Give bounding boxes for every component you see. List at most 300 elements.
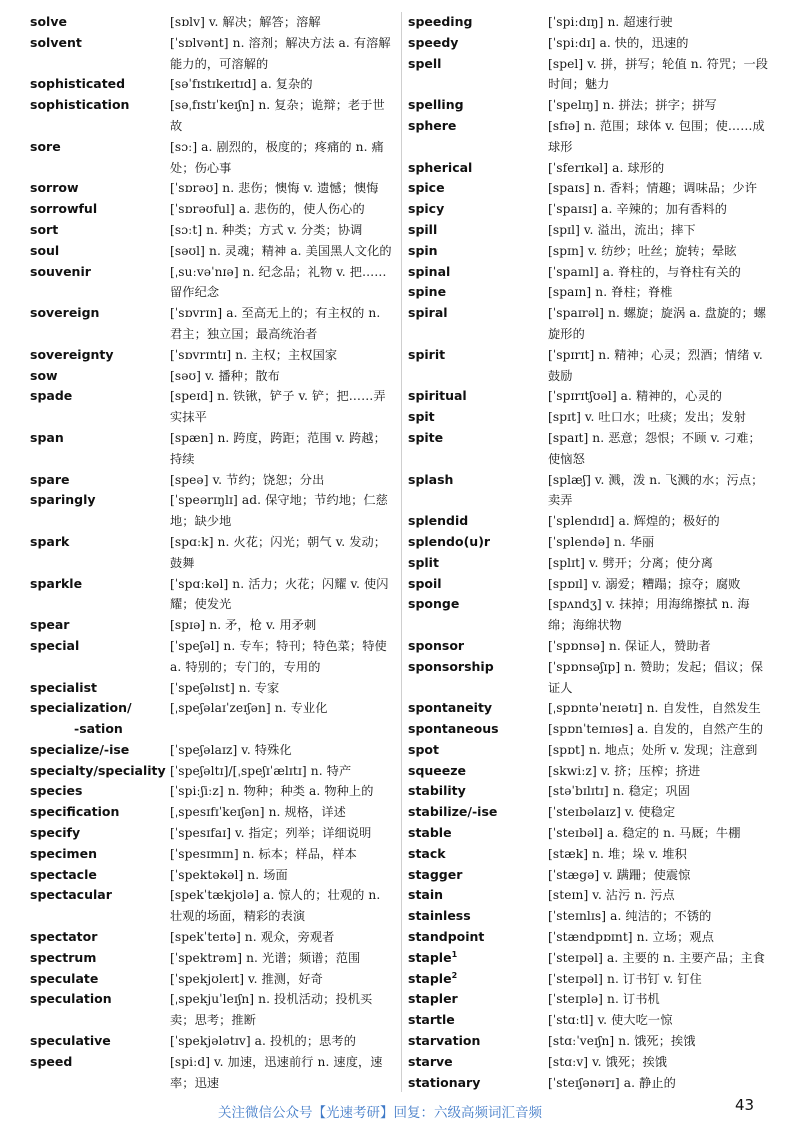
entry-headword: [30, 802, 170, 823]
entry-definition: [sɒlv] v. 解决；解答；溶解: [170, 15, 321, 29]
dictionary-entry: [408, 574, 772, 595]
entry-definition: [ˈsɒrəʊful] a. 悲伤的，使人伤心的: [170, 202, 365, 217]
entry-headword: [408, 719, 548, 740]
entry-headword: [30, 199, 170, 220]
entry-headword: [408, 54, 548, 75]
entry-headword: [30, 532, 170, 553]
entry-definition: [speə] v. 节约；饶恕；分出: [170, 472, 325, 487]
headword-text: spill: [408, 221, 438, 237]
headword-text: stable: [408, 825, 452, 841]
entry-definition: [spaɪs] n. 香料；情趣；调味品；少许: [548, 181, 758, 196]
entry-definition: [səˌfɪstɪˈkeɪʃn] n. 复杂；诡辩；老于世故: [170, 98, 385, 133]
headword-text: souvenir: [30, 263, 91, 279]
entry-headword: [408, 1010, 548, 1031]
entry-definition: [ˈsteɪbəlaɪz] v. 使稳定: [548, 805, 676, 820]
headword-text: spark: [30, 533, 70, 549]
dictionary-entry: [30, 948, 396, 969]
headword-text: spinal: [408, 263, 451, 279]
entry-headword: [408, 823, 548, 844]
headword-text: specification: [30, 804, 120, 820]
entry-headword: [408, 844, 548, 865]
dictionary-entry: [30, 366, 396, 387]
headword-text: stapler: [408, 991, 458, 1007]
headword-text: spite: [408, 429, 444, 445]
dictionary-entry: [408, 1073, 772, 1094]
dictionary-entry: [408, 1031, 772, 1052]
left-column: [30, 12, 396, 1093]
entry-headword: [30, 220, 170, 241]
entry-headword: [408, 657, 548, 678]
entry-headword: [408, 345, 548, 366]
entry-headword: [408, 969, 548, 990]
dictionary-entry: [30, 574, 396, 616]
headword-text: spontaneous: [408, 721, 499, 737]
entry-definition: [ˈspelɪŋ] n. 拼法；拼字；拼写: [548, 98, 717, 113]
dictionary-entry: [30, 844, 396, 865]
dictionary-entry: [408, 844, 772, 865]
entry-headword: [408, 262, 548, 283]
dictionary-entry: [408, 948, 772, 969]
entry-headword: [30, 781, 170, 802]
entry-headword: [408, 95, 548, 116]
entry-headword: [408, 1031, 548, 1052]
headword-text: spelling: [408, 97, 464, 113]
headword-text: spectacle: [30, 866, 97, 882]
dictionary-entry: [408, 636, 772, 657]
entry-headword: [30, 241, 170, 262]
entry-definition: [spaɪt] n. 恶意；怨恨；不顾 v. 刁难；使恼怒: [548, 430, 761, 466]
headword-text: spiritual: [408, 388, 467, 404]
dictionary-entry: [30, 823, 396, 844]
dictionary-entry: [30, 262, 396, 304]
dictionary-entry: [408, 969, 772, 990]
dictionary-entry: [408, 511, 772, 532]
headword-text: speed: [30, 1053, 73, 1069]
entry-headword: [408, 158, 548, 179]
entry-definition: [spɪn] v. 纺纱；吐丝；旋转；晕眩: [548, 243, 737, 258]
headword-text: sort: [30, 221, 59, 237]
entry-headword: [408, 407, 548, 428]
headword-text: specialist: [30, 679, 97, 695]
headword-text: splendid: [408, 513, 469, 529]
entry-headword: [30, 823, 170, 844]
headword-text: stability: [408, 783, 466, 799]
headword-text: stain: [408, 887, 444, 903]
entry-definition: [ˈspeʃəl] n. 专车；特刊；特色菜；特使 a. 特别的；专门的，专用的: [170, 638, 387, 674]
entry-definition: [spɒnˈteɪnɪəs] a. 自发的，自然产生的: [548, 722, 764, 737]
entry-definition: [ˈspiːdɪ] a. 快的，迅速的: [548, 35, 689, 50]
headword-text: spit: [408, 409, 435, 425]
entry-headword: [408, 303, 548, 324]
dictionary-entry: [30, 199, 396, 220]
entry-definition: [spɪə] n. 矛，枪 v. 用矛刺: [170, 618, 317, 633]
entry-headword: [408, 220, 548, 241]
headword-text: stack: [408, 845, 446, 861]
headword-text: speculate: [30, 970, 99, 986]
headword-text: special: [30, 637, 80, 653]
dictionary-entry: [408, 927, 772, 948]
entry-definition: [spɪl] v. 溢出，流出；摔下: [548, 222, 696, 237]
entry-headword: [30, 636, 170, 657]
headword-text: sophistication: [30, 97, 130, 113]
headword-text: specialty/speciality: [30, 762, 166, 778]
entry-definition: [ˈsteɪpəl] a. 主要的 n. 主要产品；主食: [548, 950, 766, 965]
headword-text: staple: [408, 970, 452, 986]
dictionary-entry: [408, 1052, 772, 1073]
headword-text: sovereignty: [30, 346, 114, 362]
entry-headword: [408, 740, 548, 761]
headword-text: spectator: [30, 929, 98, 945]
dictionary-entry: [408, 865, 772, 886]
dictionary-page: [30, 12, 772, 1094]
dictionary-entry: [408, 781, 772, 802]
entry-headword: [30, 678, 170, 699]
entry-headword: [408, 199, 548, 220]
entry-definition: [ˈsɒvrɪn] a. 至高无上的；有主权的 n. 君主；独立国；最高统治者: [170, 306, 381, 341]
footer-note: 关注微信公众号【光速考研】回复：六级高频词汇音频: [218, 1105, 542, 1121]
entry-definition: [ˈspesɪfaɪ] v. 指定；列举；详细说明: [170, 826, 372, 841]
dictionary-entry: [408, 282, 772, 303]
headword-text: spade: [30, 388, 73, 404]
headword-text: sphere: [408, 117, 457, 133]
headword-text: spectacular: [30, 887, 112, 903]
dictionary-entry: [30, 490, 396, 532]
entry-definition: [ˈsteɪpəl] n. 订书钉 v. 钉住: [548, 971, 702, 986]
entry-headword: [408, 885, 548, 906]
entry-definition: [sɔː] a. 剧烈的，极度的；疼痛的 n. 痛处；伤心事: [170, 139, 384, 175]
entry-definition: [ˈsteɪbəl] a. 稳定的 n. 马厩；牛棚: [548, 826, 741, 841]
entry-definition: [ˈsplendɪd] a. 辉煌的；极好的: [548, 514, 720, 529]
dictionary-entry: [408, 719, 772, 740]
entry-headword: [408, 906, 548, 927]
entry-definition: [splɪt] v. 劈开；分离；使分离: [548, 555, 714, 570]
dictionary-entry: [408, 54, 772, 96]
dictionary-entry: [408, 761, 772, 782]
entry-definition: [ˈsferɪkəl] a. 球形的: [548, 160, 665, 175]
entry-definition: [ˈspɪrɪtʃʊəl] a. 精神的，心灵的: [548, 389, 723, 404]
headword-text: sore: [30, 138, 61, 154]
dictionary-entry: [30, 345, 396, 366]
entry-definition: [spiːd] v. 加速，迅速前行 n. 速度，速率；迅速: [170, 1054, 383, 1090]
entry-definition: [spel] v. 拼，拼写；轮值 n. 符咒；一段时间；魅力: [548, 56, 769, 92]
entry-headword: [408, 470, 548, 491]
entry-headword: [30, 490, 170, 511]
dictionary-entry: [408, 1010, 772, 1031]
headword-text: specimen: [30, 845, 97, 861]
headword-text: starvation: [408, 1033, 481, 1049]
entry-headword: [408, 594, 548, 615]
entry-definition: [ˌsuːvəˈnɪə] n. 纪念品；礼物 v. 把……留作纪念: [170, 264, 387, 300]
headword-text: soul: [30, 242, 60, 258]
headword-text: spontaneity: [408, 700, 493, 716]
entry-definition: [ˈsɒlvənt] n. 溶剂；解决方法 a. 有溶解能力的，可溶解的: [170, 35, 391, 71]
entry-headword: [408, 532, 548, 553]
entry-headword: [30, 74, 170, 95]
dictionary-entry: [30, 428, 396, 470]
dictionary-entry: [408, 906, 772, 927]
entry-headword: [30, 927, 170, 948]
dictionary-entry: [408, 407, 772, 428]
entry-definition: [spɒt] n. 地点；处所 v. 发现；注意到: [548, 742, 758, 757]
headword-text: spot: [408, 741, 439, 757]
entry-headword: [30, 615, 170, 636]
entry-definition: [ˈsplendə] n. 华丽: [548, 534, 655, 549]
entry-definition: [ˈsteɪnlɪs] a. 纯洁的；不锈的: [548, 909, 712, 924]
entry-definition: [ˈspiːdɪŋ] n. 超速行驶: [548, 15, 673, 29]
entry-headword: [408, 865, 548, 886]
headword-text: split: [408, 554, 439, 570]
dictionary-entry: [30, 386, 396, 428]
entry-headword: [408, 802, 548, 823]
entry-headword: [408, 241, 548, 262]
entry-headword: [408, 1073, 548, 1094]
dictionary-entry: [30, 802, 396, 823]
headword-text: sorrow: [30, 180, 79, 196]
entry-definition: [spɒɪl] v. 溺爱；糟蹋；掠夺；腐败: [548, 576, 741, 591]
homograph-number: 1: [451, 949, 458, 959]
entry-definition: [ˈstændpɒɪnt] n. 立场；观点: [548, 930, 714, 945]
headword-text: starve: [408, 1053, 453, 1069]
dictionary-entry: [408, 199, 772, 220]
dictionary-entry: [30, 781, 396, 802]
entry-definition: [spekˈteɪtə] n. 观众，旁观者: [170, 930, 335, 945]
entry-definition: [sɔːt] n. 种类；方式 v. 分类；协调: [170, 222, 363, 237]
headword-text: species: [30, 783, 83, 799]
headword-text: speeding: [408, 14, 473, 29]
headword-text: spicy: [408, 201, 445, 217]
dictionary-entry: [408, 241, 772, 262]
entry-definition: [səʊ] v. 播种；散布: [170, 368, 280, 383]
entry-definition: [ˈspekjʊleɪt] v. 推测，好奇: [170, 971, 323, 986]
dictionary-entry: [30, 698, 396, 740]
headword-text: spin: [408, 242, 438, 258]
dictionary-entry: [408, 802, 772, 823]
dictionary-entry: [30, 678, 396, 699]
dictionary-entry: [408, 116, 772, 158]
entry-headword: [408, 636, 548, 657]
dictionary-entry: [408, 386, 772, 407]
dictionary-entry: [408, 740, 772, 761]
entry-headword: [408, 781, 548, 802]
entry-headword: [30, 885, 170, 906]
entry-headword: [30, 969, 170, 990]
dictionary-entry: [30, 137, 396, 179]
headword-text: speedy: [408, 34, 459, 50]
entry-headword: [30, 303, 170, 324]
entry-headword: [408, 927, 548, 948]
dictionary-entry: [408, 178, 772, 199]
dictionary-entry: [30, 615, 396, 636]
entry-definition: [ˈspiːʃiːz] n. 物种；种类 a. 物种上的: [170, 784, 374, 799]
headword-text: sow: [30, 367, 58, 383]
headword-text: spine: [408, 284, 447, 300]
entry-definition: [speɪd] n. 铁锹，铲子 v. 铲；把……弄实抹平: [170, 389, 386, 425]
entry-definition: [splæʃ] v. 溅，泼 n. 飞溅的水；污点；卖弄: [548, 472, 764, 508]
entry-headword: [30, 948, 170, 969]
entry-headword: [30, 33, 170, 54]
dictionary-entry: [408, 885, 772, 906]
headword-text: stabilize/-ise: [408, 804, 498, 820]
entry-headword: [408, 1052, 548, 1073]
homograph-number: 2: [451, 970, 458, 980]
entry-definition: [ˈspɪrɪt] n. 精神；心灵；烈酒；情绪 v. 鼓励: [548, 347, 763, 383]
dictionary-entry: [30, 636, 396, 678]
entry-headword: [30, 345, 170, 366]
entry-headword: [30, 844, 170, 865]
dictionary-entry: [408, 470, 772, 512]
entry-headword: [408, 511, 548, 532]
entry-definition: [ˈspɑːkəl] n. 活力；火花；闪耀 v. 使闪耀；使发光: [170, 576, 389, 612]
entry-definition: [ˈstægə] v. 蹒跚；使震惊: [548, 867, 691, 882]
column-divider: [401, 12, 402, 1092]
entry-headword: [30, 865, 170, 886]
dictionary-entry: [408, 532, 772, 553]
dictionary-entry: [30, 12, 396, 33]
dictionary-entry: [30, 885, 396, 927]
headword-text: spherical: [408, 159, 473, 175]
entry-definition: [ˈspaɪrəl] n. 螺旋；旋涡 a. 盘旋的；螺旋形的: [548, 306, 767, 341]
headword-text: speculation: [30, 991, 112, 1007]
entry-headword: [408, 698, 548, 719]
dictionary-entry: [408, 657, 772, 699]
headword-text: specialization/: [30, 700, 132, 716]
dictionary-entry: [408, 698, 772, 719]
headword-text: sponsor: [408, 637, 465, 653]
dictionary-entry: [408, 428, 772, 470]
dictionary-entry: [30, 969, 396, 990]
headword-text: spare: [30, 471, 70, 487]
entry-definition: [spɪt] v. 吐口水；吐痰；发出；发射: [548, 410, 746, 425]
entry-headword: [30, 178, 170, 199]
dictionary-entry: [30, 220, 396, 241]
entry-definition: [skwiːz] v. 挤；压榨；挤进: [548, 763, 701, 778]
entry-headword: [30, 95, 170, 116]
entry-definition: [ˈspɒnsəʃɪp] n. 赞助；发起；倡议；保证人: [548, 659, 763, 695]
dictionary-entry: [408, 553, 772, 574]
entry-definition: [ˈspesɪmɪn] n. 标本；样品，样本: [170, 846, 357, 861]
entry-definition: [stɑːˈveɪʃn] n. 饿死；挨饿: [548, 1034, 696, 1049]
entry-headword: [408, 178, 548, 199]
entry-definition: [ˈspaɪsɪ] a. 辛辣的；加有香料的: [548, 202, 728, 217]
headword-text: sponsorship: [408, 658, 494, 674]
entry-definition: [spekˈtækjʊlə] a. 惊人的；壮观的 n. 壮观的场面，精彩的表演: [170, 888, 381, 924]
headword-text: spectrum: [30, 949, 97, 965]
dictionary-entry: [30, 761, 396, 782]
dictionary-entry: [30, 989, 396, 1031]
entry-headword: [408, 761, 548, 782]
dictionary-entry: [408, 33, 772, 54]
entry-definition: [ˈspekjələtɪv] a. 投机的；思考的: [170, 1034, 356, 1049]
headword-text: stationary: [408, 1074, 481, 1090]
entry-headword: [30, 698, 170, 740]
dictionary-entry: [408, 220, 772, 241]
dictionary-entry: [30, 1031, 396, 1052]
entry-definition: [ˈspeʃəltɪ]/[ˌspeʃɪˈælɪtɪ] n. 特产: [170, 763, 352, 778]
entry-definition: [ˌspesɪfɪˈkeɪʃən] n. 规格，详述: [170, 805, 346, 820]
entry-definition: [ˈsɒvrɪntɪ] n. 主权；主权国家: [170, 347, 338, 362]
entry-headword: [408, 428, 548, 449]
entry-headword: [408, 282, 548, 303]
headword-text: spirit: [408, 346, 446, 362]
headword-text: sorrowful: [30, 201, 98, 217]
headword-text: sparingly: [30, 492, 96, 508]
dictionary-entry: [30, 470, 396, 491]
headword-text: splendo(u)r: [408, 533, 491, 549]
headword-text: spear: [30, 617, 70, 633]
headword-text: specify: [30, 825, 81, 841]
entry-definition: [spaɪn] n. 脊柱；脊椎: [548, 285, 673, 300]
entry-definition: [stæk] n. 堆；垛 v. 堆积: [548, 846, 687, 861]
dictionary-entry: [408, 158, 772, 179]
entry-definition: [ˈsteɪʃənərɪ] a. 静止的: [548, 1075, 676, 1090]
entry-definition: [ˈspaɪnl] a. 脊柱的，与脊柱有关的: [548, 264, 741, 279]
dictionary-entry: [30, 33, 396, 75]
entry-definition: [səˈfɪstɪkeɪtɪd] a. 复杂的: [170, 77, 313, 92]
entry-definition: [ˈstɑːtl] v. 使大吃一惊: [548, 1013, 673, 1028]
entry-definition: [ˈspeʃəlaɪz] v. 特殊化: [170, 742, 292, 757]
entry-headword: [408, 12, 548, 33]
dictionary-entry: [30, 865, 396, 886]
entry-headword: [30, 1052, 170, 1073]
entry-headword: [30, 989, 170, 1010]
headword-text: sparkle: [30, 575, 83, 591]
dictionary-entry: [30, 178, 396, 199]
headword-text: spice: [408, 180, 445, 196]
dictionary-entry: [408, 594, 772, 636]
entry-definition: [stəˈbɪlɪtɪ] n. 稳定；巩固: [548, 784, 691, 799]
dictionary-entry: [408, 95, 772, 116]
entry-headword: [30, 740, 170, 761]
entry-definition: [ˈspektrəm] n. 光谱；频谱；范围: [170, 950, 361, 965]
headword-text: span: [30, 429, 64, 445]
dictionary-entry: [408, 262, 772, 283]
headword-text: staple: [408, 949, 452, 965]
entry-definition: [ˌspɒntəˈneɪətɪ] n. 自发性，自然发生: [548, 701, 761, 716]
headword-text: spiral: [408, 305, 448, 321]
dictionary-entry: [30, 1052, 396, 1094]
entry-definition: [steɪn] v. 沾污 n. 污点: [548, 888, 675, 903]
entry-definition: [ˈspektəkəl] n. 场面: [170, 867, 288, 882]
entry-definition: [ˈspɒnsə] n. 保证人，赞助者: [548, 638, 711, 653]
entry-headword: [408, 553, 548, 574]
dictionary-entry: [408, 345, 772, 387]
entry-definition: [ˌspeʃəlaɪˈzeɪʃən] n. 专业化: [170, 701, 328, 716]
headword-text: sponge: [408, 596, 460, 612]
page-number: 43: [735, 1096, 755, 1114]
entry-definition: [ˈspeʃəlɪst] n. 专家: [170, 680, 280, 695]
entry-headword: [30, 366, 170, 387]
entry-headword: [30, 470, 170, 491]
entry-definition: [spɑːk] n. 火花；闪光；朝气 v. 发动；鼓舞: [170, 534, 387, 570]
headword-text: spoil: [408, 575, 442, 591]
dictionary-entry: [408, 823, 772, 844]
dictionary-entry: [30, 927, 396, 948]
dictionary-entry: [408, 989, 772, 1010]
right-column: [408, 12, 772, 1093]
entry-definition: [spæn] n. 跨度，跨距；范围 v. 跨越；持续: [170, 430, 386, 466]
entry-headword: [30, 574, 170, 595]
dictionary-entry: [30, 241, 396, 262]
headword-text: sophisticated: [30, 76, 126, 92]
entry-headword: [30, 262, 170, 283]
entry-headword: [408, 116, 548, 137]
dictionary-entry: [30, 303, 396, 345]
entry-definition: [sfɪə] n. 范围；球体 v. 包围；使……成球形: [548, 118, 765, 154]
entry-headword: [30, 428, 170, 449]
entry-headword: [408, 386, 548, 407]
headword-text: stainless: [408, 908, 471, 924]
dictionary-entry: [30, 95, 396, 137]
